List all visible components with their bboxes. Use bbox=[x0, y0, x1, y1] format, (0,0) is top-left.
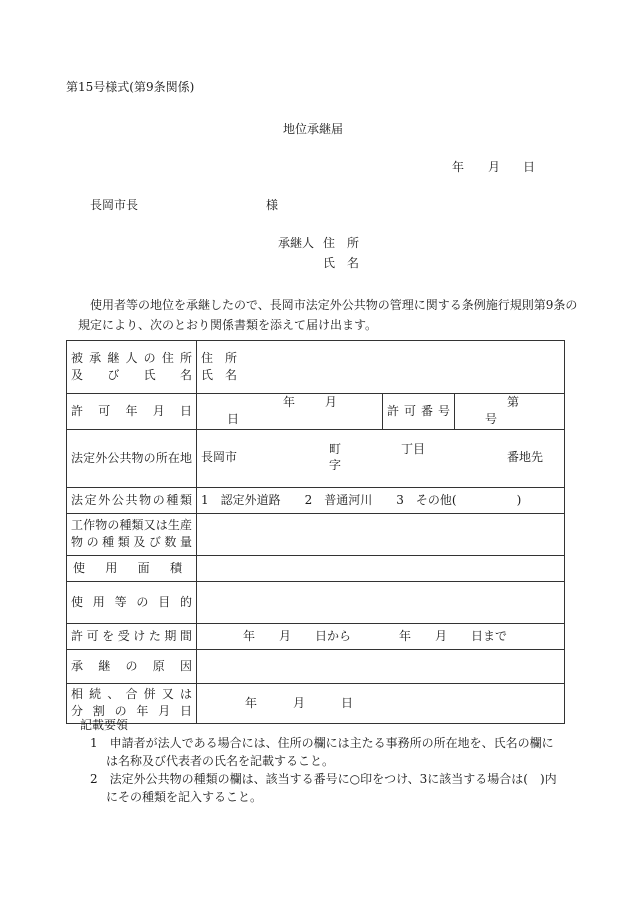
permit-number-dai: 第 bbox=[507, 395, 520, 409]
location-banchi: 番地先 bbox=[507, 450, 544, 465]
permit-date-label: 許可年月日 bbox=[67, 394, 197, 430]
row-usage-area bbox=[67, 555, 565, 581]
predecessor-label-line-2: 及び氏名 bbox=[71, 368, 192, 382]
usage-purpose-label: 使用等の目的 bbox=[67, 581, 197, 623]
structure-type-label-line-1: 工作物の種類又は生産 bbox=[71, 517, 192, 532]
row-succession-cause bbox=[67, 649, 565, 683]
addressee-honorific: 様 bbox=[266, 198, 279, 212]
permit-day-label: 日 bbox=[227, 412, 240, 427]
applicant-name-label: 氏 名 bbox=[323, 256, 360, 270]
location-aza: 字 bbox=[329, 458, 342, 473]
property-type-label: 法定外公共物の種類 bbox=[67, 487, 197, 513]
body-text-line-2: 規定により、次のとおり関係書類を添えて届け出ます。 bbox=[78, 318, 378, 332]
structure-type-value-cell[interactable] bbox=[197, 513, 565, 555]
notification-table bbox=[66, 340, 565, 724]
row-usage-purpose bbox=[67, 581, 565, 623]
body-text-line-1: 使用者等の地位を承継したので、長岡市法定外公共物の管理に関する条例施行規則第9条の bbox=[90, 298, 578, 312]
succession-cause-value-cell[interactable] bbox=[197, 649, 565, 683]
location-label: 法定外公共物の所在地 bbox=[67, 429, 197, 487]
usage-area-value-cell[interactable] bbox=[197, 555, 565, 581]
permit-month-label: 月 bbox=[324, 395, 337, 409]
location-value-cell[interactable] bbox=[197, 429, 565, 487]
structure-type-label-line-2: 物の種類及び数量 bbox=[71, 535, 192, 550]
property-type-options[interactable]: 1 認定外道路 2 普通河川 3 その他( ) bbox=[197, 487, 565, 513]
row-public-property-type bbox=[67, 487, 565, 513]
succession-cause-label: 承継の原因 bbox=[67, 649, 197, 683]
predecessor-name-label: 氏 名 bbox=[201, 368, 238, 382]
location-chome: 丁目 bbox=[401, 442, 426, 457]
structure-type-label-cell bbox=[67, 513, 197, 555]
predecessor-label-cell bbox=[67, 341, 197, 394]
form-number: 第15号様式(第9条関係) bbox=[66, 80, 195, 94]
usage-purpose-value-cell[interactable] bbox=[197, 581, 565, 623]
permit-period-label: 許可を受けた期間 bbox=[67, 623, 197, 649]
inheritance-date-label-line-1: 相続、合併又は bbox=[71, 686, 192, 701]
permit-number-go: 号 bbox=[485, 412, 498, 427]
predecessor-address-label: 住 所 bbox=[201, 350, 238, 365]
form-title: 地位承継届 bbox=[283, 122, 344, 136]
instructions-heading: 記載要領 bbox=[80, 718, 129, 732]
applicant-address-label: 住 所 bbox=[323, 236, 360, 250]
row-predecessor-address-name bbox=[67, 341, 565, 394]
permit-number-value-cell[interactable] bbox=[455, 394, 565, 430]
predecessor-label-line-1: 被承継人の住所 bbox=[71, 350, 192, 365]
addressee-name: 長岡市長 bbox=[90, 198, 139, 212]
permit-period-text: 年 月 日から 年 月 日まで bbox=[243, 628, 508, 643]
row-structure-type bbox=[67, 513, 565, 555]
date-year-label: 年 bbox=[452, 160, 465, 174]
row-location bbox=[67, 429, 565, 487]
instruction-item-2: 2 法定外公共物の種類の欄は、該当する番号に○印をつけ、3に該当する場合は( )内にその種類を記入すること。 bbox=[90, 772, 557, 804]
permit-year-label: 年 bbox=[283, 395, 296, 409]
permit-number-label: 許可番号 bbox=[383, 394, 455, 430]
inheritance-date-text: 年 月 日 bbox=[245, 695, 354, 710]
applicant-label: 承継人 bbox=[278, 236, 315, 250]
usage-area-label: 使用面積 bbox=[67, 555, 197, 581]
inheritance-date-label-line-2: 分割の年月日 bbox=[71, 704, 192, 719]
date-day-label: 日 bbox=[523, 160, 536, 174]
permit-period-value-cell[interactable] bbox=[197, 623, 565, 649]
location-city: 長岡市 bbox=[201, 450, 238, 465]
instructions-section bbox=[80, 716, 560, 806]
predecessor-value-cell[interactable] bbox=[197, 341, 565, 394]
row-permit-date bbox=[67, 394, 565, 430]
location-machi: 町 bbox=[329, 442, 342, 457]
date-month-label: 月 bbox=[488, 160, 501, 174]
instruction-item-1: 1 申請者が法人である場合には、住所の欄には主たる事務所の所在地を、氏名の欄には名称及び代表者の氏名を記載すること。 bbox=[90, 736, 554, 768]
row-permit-period bbox=[67, 623, 565, 649]
permit-date-value-cell[interactable] bbox=[197, 394, 383, 430]
